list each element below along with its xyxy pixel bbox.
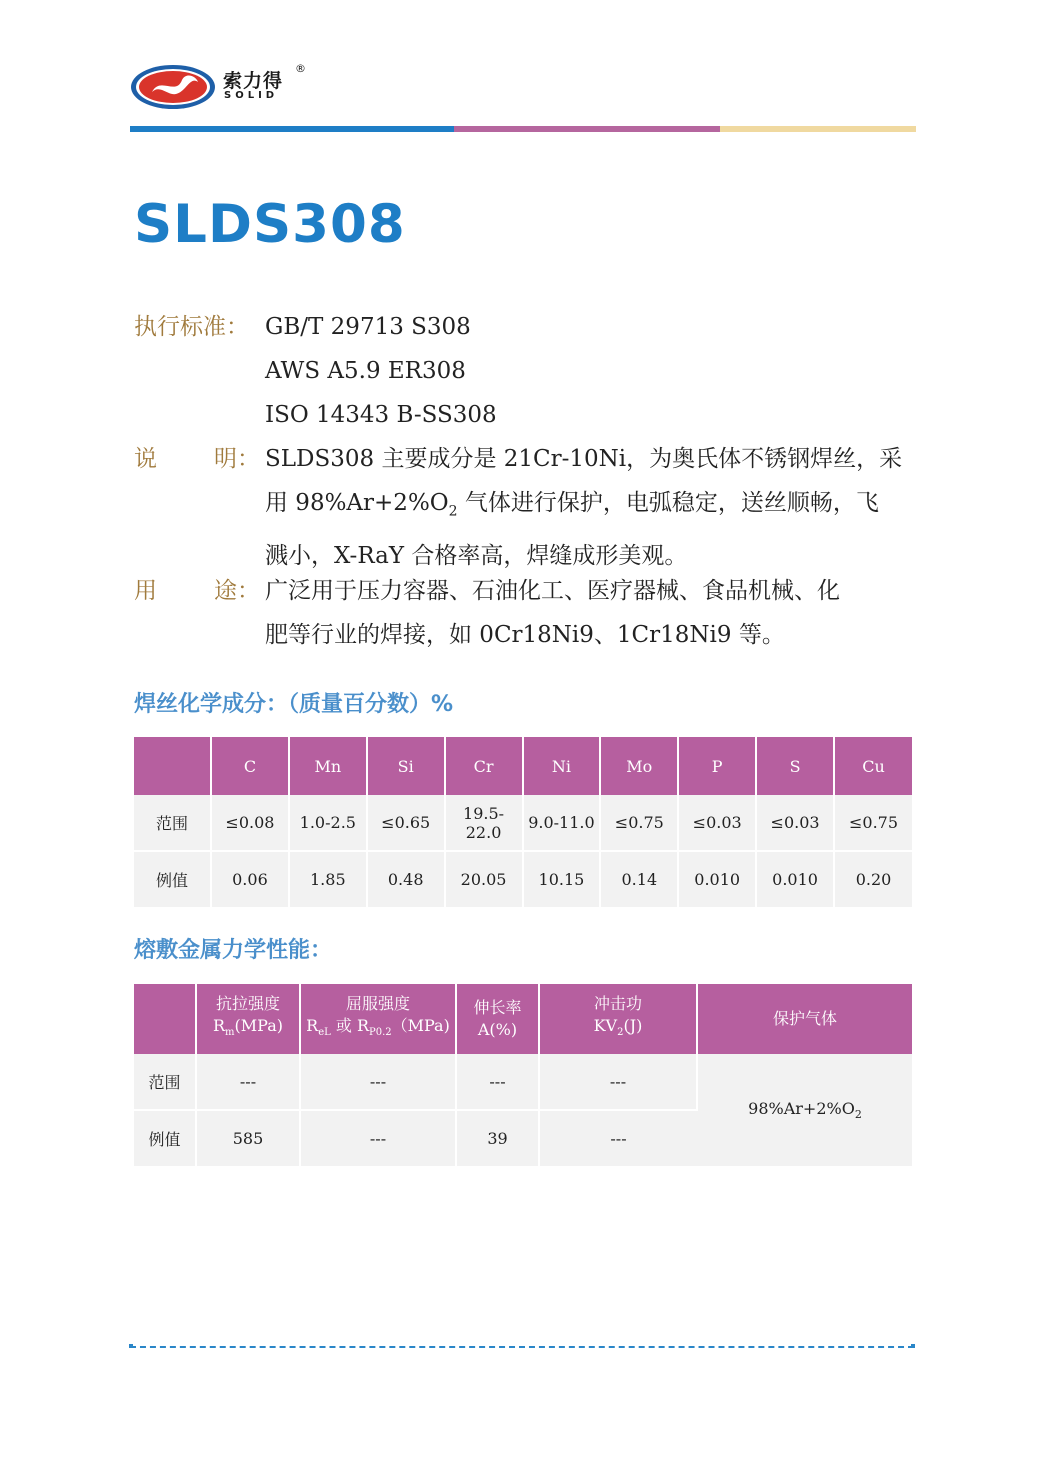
mech-header-cell	[134, 984, 196, 1054]
table-cell: 0.010	[678, 851, 756, 907]
chem-header-cell: P	[678, 737, 756, 795]
table-cell: 例值	[134, 851, 211, 907]
table-cell: 0.010	[756, 851, 834, 907]
chem-table	[134, 737, 912, 907]
chem-header-cell	[134, 737, 211, 795]
table-cell: ---	[539, 1110, 697, 1166]
mech-header-tensile: 抗拉强度 $R_m(MPa)$	[196, 984, 300, 1054]
table-cell: 1.0-2.5	[289, 795, 367, 851]
chem-header-row	[134, 737, 912, 795]
brand-name-en: SOLID	[224, 90, 279, 101]
table-row	[134, 1054, 912, 1110]
footer-divider-end	[129, 1344, 133, 1348]
standard-line: ISO 14343 B-SS308	[265, 402, 497, 428]
description-line: SLDS308 主要成分是 21Cr-10Ni，为奥氏体不锈钢焊丝，采	[265, 446, 903, 472]
description-text	[265, 437, 913, 578]
footer-divider-end	[911, 1344, 915, 1348]
table-cell: 10.15	[523, 851, 601, 907]
table-cell: 0.48	[367, 851, 445, 907]
table-cell: ≤0.65	[367, 795, 445, 851]
table-row	[134, 851, 912, 907]
mech-section-title: 熔敷金属力学性能：	[134, 938, 333, 963]
table-cell: 585	[196, 1110, 300, 1166]
brand-logo	[130, 62, 310, 114]
table-cell: 0.20	[834, 851, 912, 907]
mech-header-elongation: 伸长率 A(%)	[456, 984, 539, 1054]
table-cell: 范围	[134, 1054, 196, 1110]
table-cell: 20.05	[445, 851, 523, 907]
usage-line: 广泛用于压力容器、石油化工、医疗器械、食品机械、化	[265, 578, 840, 604]
standard-line: AWS A5.9 ER308	[265, 358, 466, 384]
table-cell: ≤0.03	[756, 795, 834, 851]
solid-logo-icon	[130, 62, 220, 112]
table-cell: ---	[456, 1054, 539, 1110]
usage-line: 肥等行业的焊接，如 0Cr18Ni9、1Cr18Ni9 等。	[265, 622, 785, 648]
table-cell: ≤0.03	[678, 795, 756, 851]
table-cell: 范围	[134, 795, 211, 851]
product-title: SLDS308	[134, 194, 406, 255]
mech-header-yield: 屈服强度 $R_{eL}$ 或 $R_{P0.2}(MPa)$	[300, 984, 456, 1054]
header-bar-purple	[454, 126, 720, 132]
usage-text	[265, 569, 913, 657]
table-cell: 19.5-22.0	[445, 795, 523, 851]
table-cell: 1.85	[289, 851, 367, 907]
table-cell: 0.14	[600, 851, 678, 907]
table-cell: 0.06	[211, 851, 289, 907]
chem-header-cell: C	[211, 737, 289, 795]
table-cell: 9.0-11.0	[523, 795, 601, 851]
description-line: 溅小，X-RaY 合格率高，焊缝成形美观。	[265, 542, 688, 569]
standard-line: GB/T 29713 S308	[265, 314, 471, 340]
chem-header-cell: Ni	[523, 737, 601, 795]
chem-header-cell: S	[756, 737, 834, 795]
footer-divider	[130, 1346, 914, 1348]
table-cell: ---	[196, 1054, 300, 1110]
mech-header-impact: 冲击功 $KV_2(J)$	[539, 984, 697, 1054]
brand-name-cn: 索力得	[223, 70, 284, 92]
chem-header-cell: Cu	[834, 737, 912, 795]
header-bar-tan	[720, 126, 916, 132]
mech-header-gas: 保护气体	[697, 984, 912, 1054]
table-cell: ---	[300, 1110, 456, 1166]
chem-header-cell: Si	[367, 737, 445, 795]
standard-values	[265, 305, 913, 437]
table-cell: ≤0.75	[600, 795, 678, 851]
shielding-gas-cell: $98\%Ar+2\%O_2$	[697, 1054, 912, 1166]
chem-header-cell: Mo	[600, 737, 678, 795]
chem-header-cell: Mn	[289, 737, 367, 795]
header-bar-blue	[130, 126, 454, 132]
chem-header-cell: Cr	[445, 737, 523, 795]
registered-mark: ®	[295, 62, 306, 75]
chem-section-title: 焊丝化学成分：（质量百分数）%	[134, 692, 454, 717]
table-row	[134, 795, 912, 851]
mech-header-row	[134, 984, 912, 1054]
mech-table	[134, 984, 912, 1166]
table-cell: ---	[539, 1054, 697, 1110]
table-cell: 39	[456, 1110, 539, 1166]
table-cell: ≤0.75	[834, 795, 912, 851]
table-cell: ---	[300, 1054, 456, 1110]
table-cell: ≤0.08	[211, 795, 289, 851]
description-line: 用 $98\%Ar+2\%O_2$ 气体进行保护，电弧稳定，送丝顺畅，飞	[265, 490, 879, 520]
table-cell: 例值	[134, 1110, 196, 1166]
